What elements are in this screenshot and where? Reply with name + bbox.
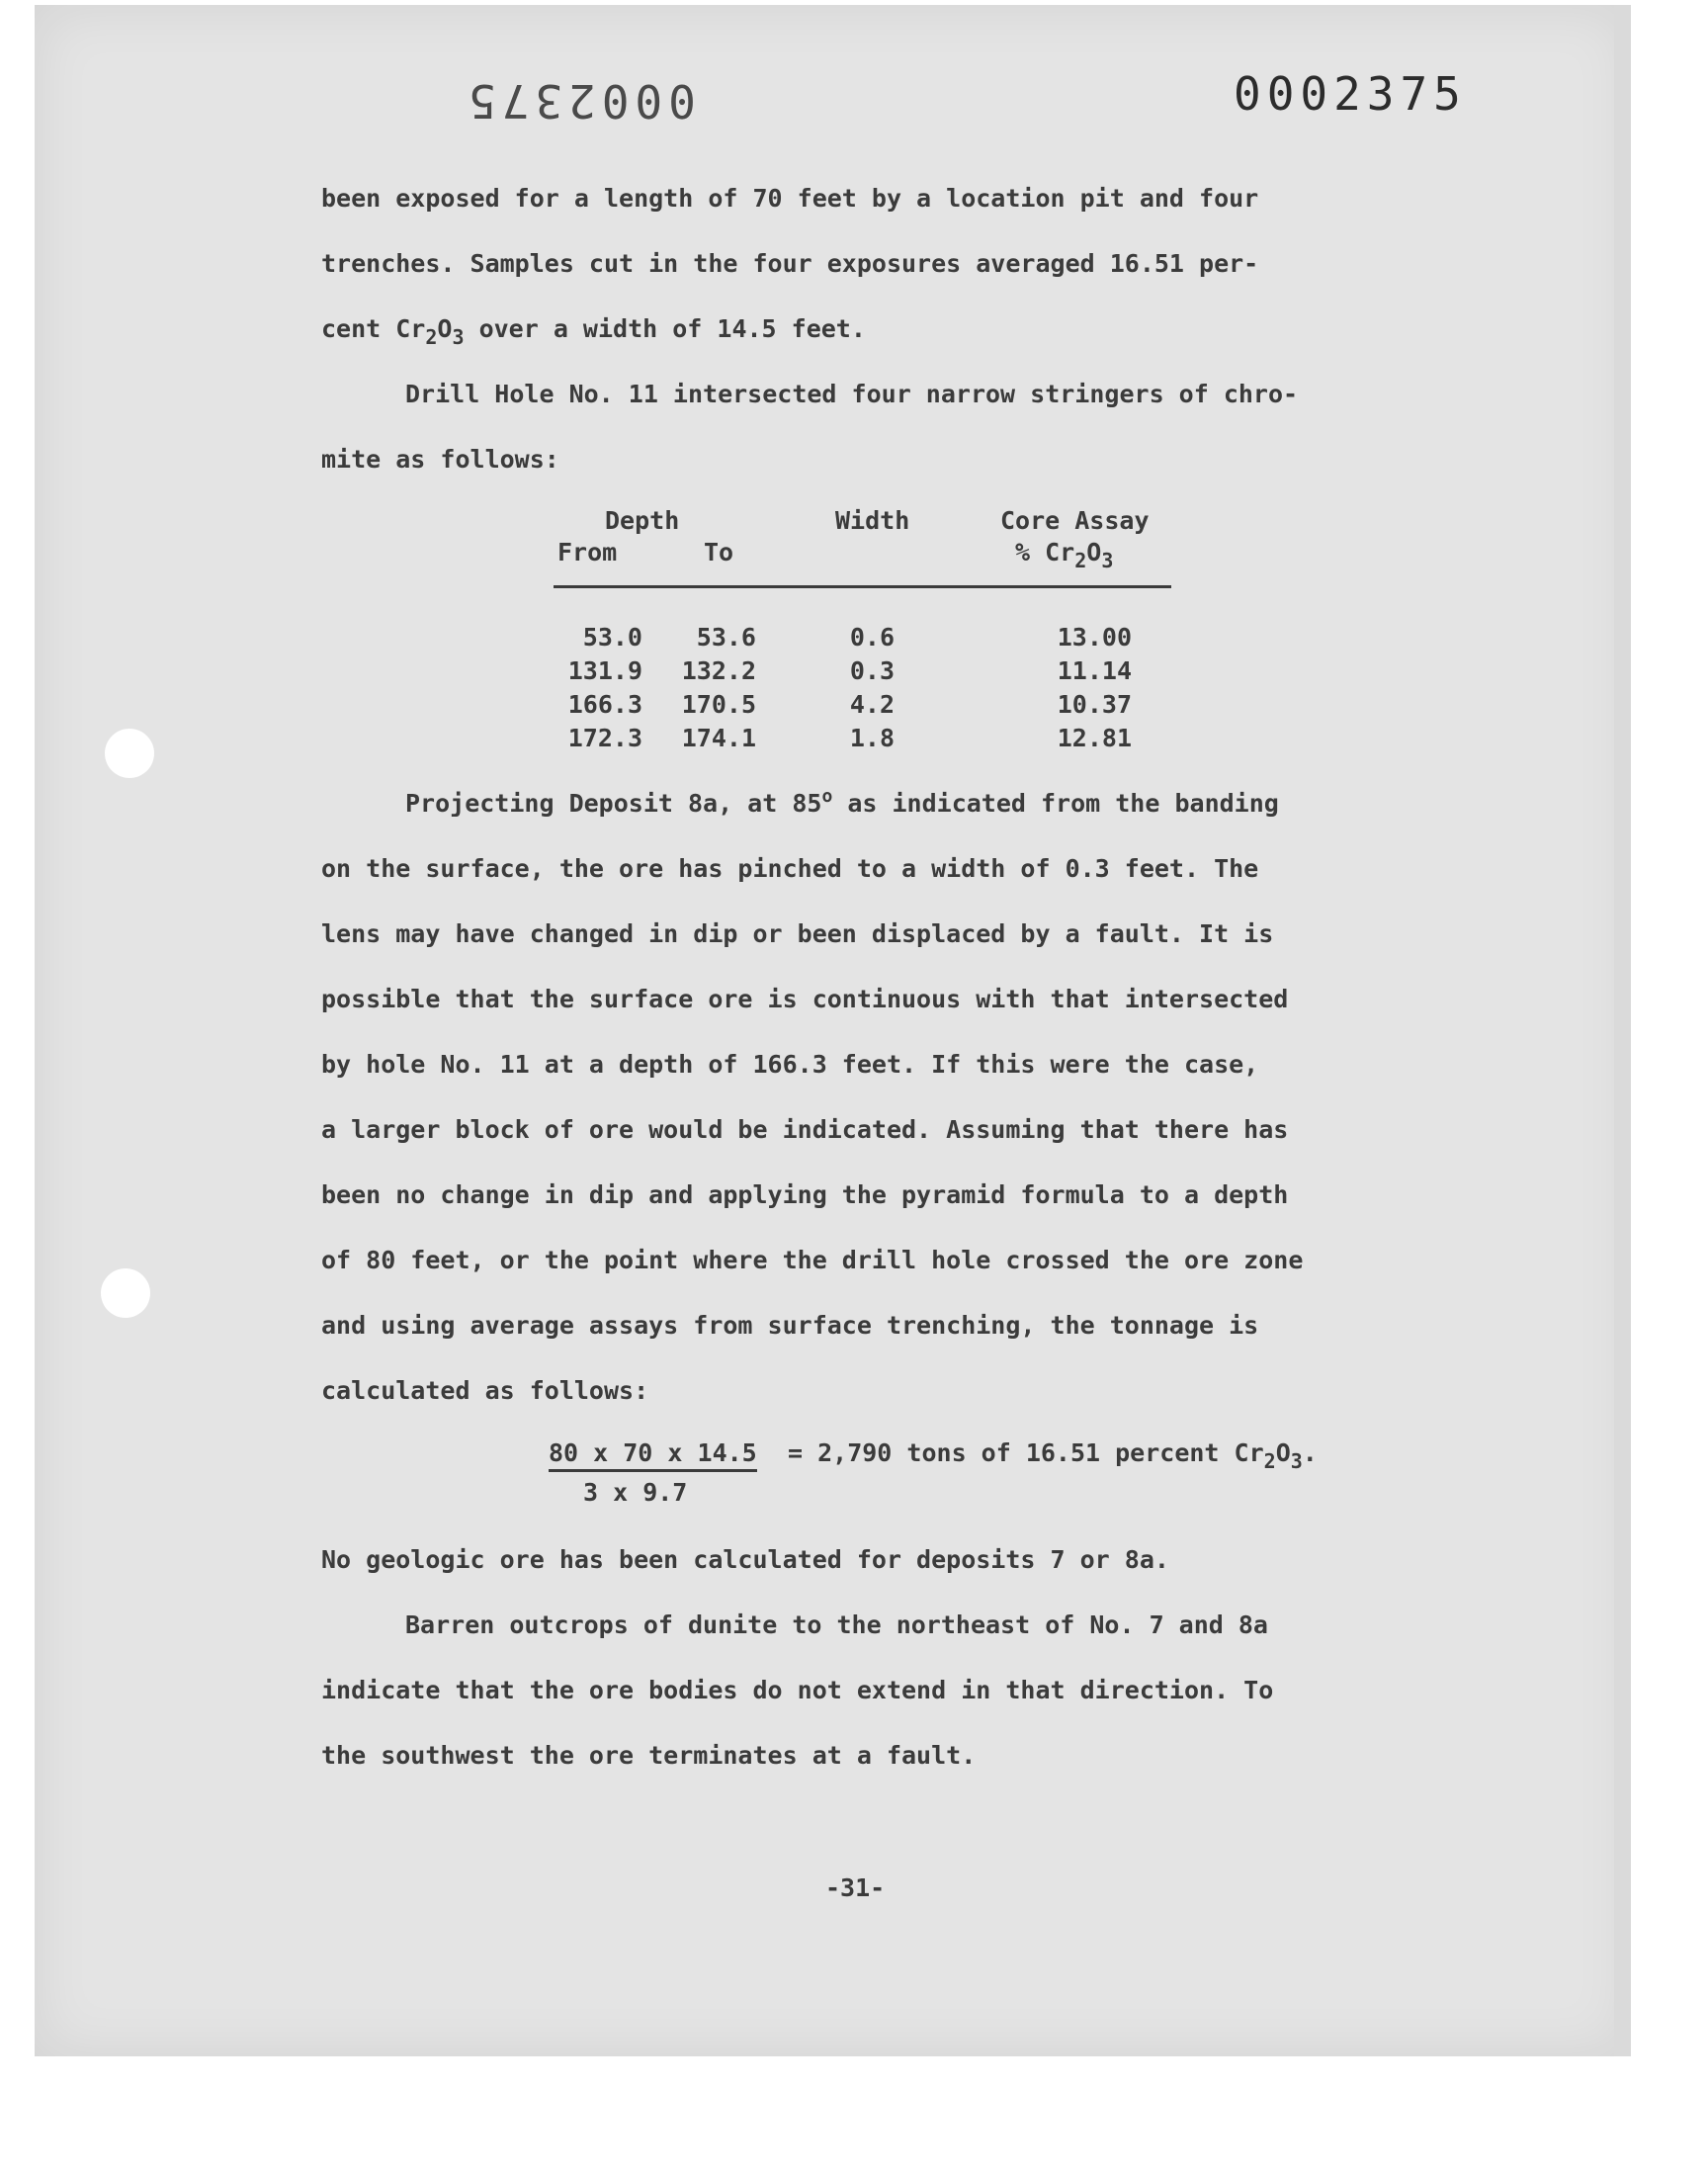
- body-text-bottom: [321, 1527, 1418, 1788]
- mirrored-page-id: 0002375: [463, 74, 696, 128]
- cell-assay: 13.00: [1057, 623, 1132, 652]
- table-row: [554, 623, 1171, 656]
- text-line: of 80 feet, or the point where the drill hole crossed the ore zone: [321, 1246, 1304, 1274]
- text-line: Drill Hole No. 11 intersected four narrow stringers of chro-: [405, 380, 1299, 408]
- text-line: No geologic ore has been calculated for deposits 7 or 8a.: [321, 1545, 1169, 1574]
- table-row: [554, 690, 1171, 724]
- formula-numerator: 80 x 70 x 14.5: [549, 1438, 757, 1472]
- cell-from: 172.3: [567, 724, 642, 752]
- cell-to: 132.2: [681, 656, 756, 685]
- text-line: the southwest the ore terminates at a fault.: [321, 1741, 977, 1770]
- header-core-assay: Core Assay: [1000, 506, 1150, 535]
- text-line: mite as follows:: [321, 445, 559, 474]
- cell-width: 1.8: [849, 724, 895, 752]
- cell-width: 4.2: [849, 690, 895, 719]
- header-depth: Depth: [605, 506, 680, 535]
- body-text-top: [321, 166, 1418, 492]
- table-row: [554, 656, 1171, 690]
- header-assay-unit: % $Cr_2O_3$: [1015, 538, 1114, 572]
- text-line: trenches. Samples cut in the four exposures averaged 16.51 per-: [321, 249, 1259, 278]
- text-line: and using average assays from surface trenching, the tonnage is: [321, 1311, 1259, 1340]
- cell-to: 170.5: [681, 690, 756, 719]
- text-line: calculated as follows:: [321, 1376, 649, 1405]
- page-id: 0002375: [1234, 67, 1467, 121]
- punch-hole-bottom: [101, 1268, 150, 1318]
- cell-assay: 10.37: [1057, 690, 1132, 719]
- text-line: Barren outcrops of dunite to the northeast of No. 7 and 8a: [405, 1610, 1268, 1639]
- text-line: lens may have changed in dip or been displaced by a fault. It is: [321, 919, 1274, 948]
- text-line: by hole No. 11 at a depth of 166.3 feet. If this were the case,: [321, 1050, 1259, 1079]
- page-number: -31-: [825, 1873, 886, 1902]
- text-line: been no change in dip and applying the pyramid formula to a depth: [321, 1180, 1289, 1209]
- text-line: indicate that the ore bodies do not extend in that direction. To: [321, 1676, 1274, 1704]
- header-from: From: [557, 538, 618, 566]
- header-to: To: [704, 538, 734, 566]
- header-width: Width: [835, 506, 910, 535]
- text-line: been exposed for a length of 70 feet by a location pit and four: [321, 184, 1259, 213]
- cell-width: 0.3: [849, 656, 895, 685]
- formula-denominator: 3 x 9.7: [583, 1478, 688, 1507]
- table-rule: [554, 585, 1171, 588]
- cell-from: 166.3: [567, 690, 642, 719]
- formula-result: = 2,790 tons of 16.51 percent $Cr_2O_3$.: [788, 1438, 1318, 1473]
- cell-from: 131.9: [567, 656, 642, 685]
- cell-width: 0.6: [849, 623, 895, 652]
- text-line: a larger block of ore would be indicated. Assuming that there has: [321, 1115, 1289, 1144]
- text-line: Projecting Deposit 8a, at 85$^o$ as indicated from the banding: [405, 786, 1279, 818]
- text-line: possible that the surface ore is continuous with that intersected: [321, 985, 1289, 1013]
- scan-edge: [1614, 5, 1631, 2056]
- text-line: on the surface, the ore has pinched to a width of 0.3 feet. The: [321, 854, 1259, 883]
- cell-assay: 11.14: [1057, 656, 1132, 685]
- text-line: cent $Cr_2O_3$ over a width of 14.5 feet.: [321, 314, 866, 349]
- cell-to: 53.6: [696, 623, 756, 652]
- cell-from: 53.0: [582, 623, 642, 652]
- cell-to: 174.1: [681, 724, 756, 752]
- punch-hole-top: [105, 729, 154, 778]
- body-text-middle: [321, 771, 1418, 1424]
- table-row: [554, 724, 1171, 757]
- cell-assay: 12.81: [1057, 724, 1132, 752]
